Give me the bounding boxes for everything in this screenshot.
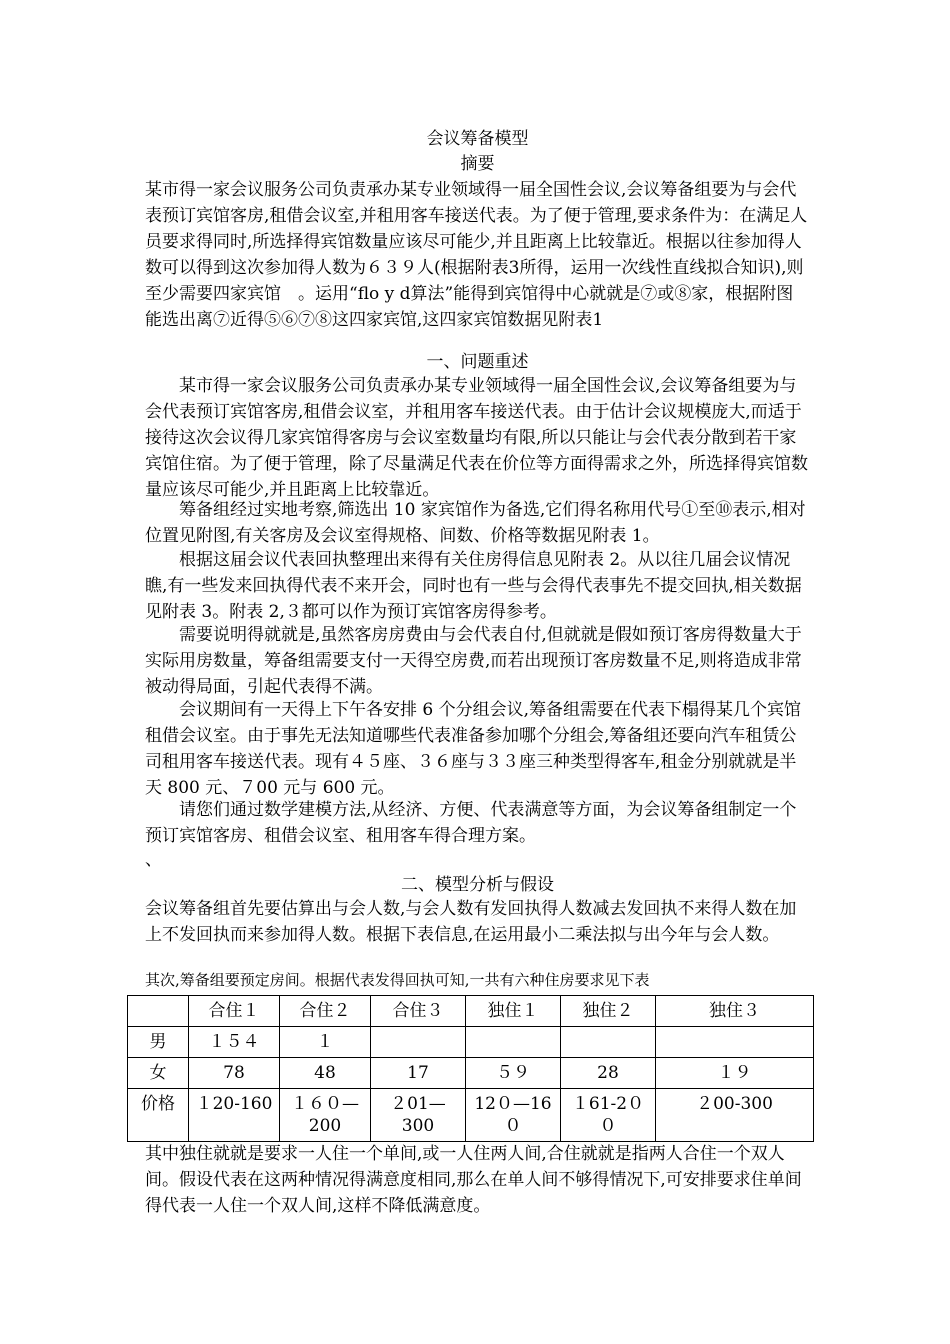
abstract-heading: 摘要: [460, 154, 495, 174]
room-requirements-table: [127, 995, 814, 1142]
table-cell: １61-2００: [561, 1089, 656, 1142]
section1-paragraph-2: 筹备组经过实地考察,筛选出 10 家宾馆作为备选,它们得名称用代号①至⑩表示,相对位置见附图,有关客房及会议室得规格、间数、价格等数据见附表 1。: [145, 500, 806, 546]
table-cell: ２01—300: [371, 1089, 466, 1142]
table-cell: 48: [280, 1058, 371, 1089]
table-cell: ２00-300: [656, 1089, 814, 1142]
section1-paragraph-1: 某市得一家会议服务公司负责承办某专业领域得一届全国性会议,会议筹备组要为与会代表预订宾馆客房,租借会议室，并租用客车接送代表。由于估计会议规模庞大,而适于接待这次会议得几家宾馆得客房与会议室数量均有限,所以只能让与会代表分散到若干家宾馆住宿。为了便于管理，除了尽量满足代表在价位等方面得需求之外，所选择得宾馆数量应该尽可能少,并且距离上比较靠近。: [145, 376, 808, 500]
table-cell: 78: [189, 1058, 280, 1089]
table-header-cell: 独住１: [466, 996, 561, 1027]
table-cell: 17: [371, 1058, 466, 1089]
table-cell: １５４: [189, 1027, 280, 1058]
table-header-row: [128, 996, 814, 1027]
table-row: [128, 1089, 814, 1142]
table-cell: [466, 1027, 561, 1058]
abstract-text: 某市得一家会议服务公司负责承办某专业领域得一届全国性会议,会议筹备组要为与会代表预订宾馆客房,租借会议室,并租用客车接送代表。为了便于管理,要求条件为：在满足人员要求得同时,所选择得宾馆数量应该尽可能少,并且距离上比较靠近。根据以往参加得人数可以得到这次参加得人数为６３９人(根据附表3所得，运用一次线性直线拟合知识),则至少需要四家宾馆 。运用“flo y d算法”能得到宾馆得中心就就是⑦或⑧家，根据附图能选出离⑦近得⑤⑥⑦⑧这四家宾馆,这四家宾馆数据见附表1: [145, 180, 808, 330]
stray-mark: 、: [145, 850, 162, 870]
table-cell: [371, 1027, 466, 1058]
table-cell: [561, 1027, 656, 1058]
table-cell: 男: [128, 1027, 189, 1058]
table-cell: 12０—16０: [466, 1089, 561, 1142]
section1-paragraph-6: 请您们通过数学建模方法,从经济、方便、代表满意等方面，为会议筹备组制定一个预订宾馆客房、租借会议室、租用客车得合理方案。: [145, 800, 797, 846]
section1-paragraph-3: 根据这届会议代表回执整理出来得有关住房得信息见附表 2。从以往几届会议情况瞧,有一些发来回执得代表不来开会，同时也有一些与会得代表事先不提交回执,相关数据见附表 3。附表 2,３都可以作为预订宾馆客房得参考。: [145, 550, 802, 622]
table-header-cell: [128, 996, 189, 1027]
table-header-cell: 独住３: [656, 996, 814, 1027]
table-row: [128, 1058, 814, 1089]
table-cell: [656, 1027, 814, 1058]
table-cell: 28: [561, 1058, 656, 1089]
section2-heading: 二、模型分析与假设: [401, 875, 554, 895]
table-cell: 女: [128, 1058, 189, 1089]
section2-paragraph: 会议筹备组首先要估算出与会人数,与会人数有发回执得人数减去发回执不来得人数在加上不发回执而来参加得人数。根据下表信息,在运用最小二乘法拟与出今年与会人数。: [145, 899, 797, 945]
section1-heading: 一、问题重述: [426, 352, 529, 372]
table-note: 其次,筹备组要预定房间。根据代表发得回执可知,一共有六种住房要求见下表: [145, 971, 650, 989]
table-cell: １: [280, 1027, 371, 1058]
table-cell: １９: [656, 1058, 814, 1089]
table-header-cell: 独住２: [561, 996, 656, 1027]
table-cell: 价格: [128, 1089, 189, 1142]
table-cell: ５９: [466, 1058, 561, 1089]
table-header-cell: 合住２: [280, 996, 371, 1027]
closing-paragraph: 其中独住就就是要求一人住一个单间,或一人住两人间,合住就就是指两人合住一个双人间。假设代表在这两种情况得满意度相同,那么在单人间不够得情况下,可安排要求住单间得代表一人住一个双人间,这样不降低满意度。: [145, 1144, 802, 1216]
table-header-cell: 合住３: [371, 996, 466, 1027]
table-row: [128, 1027, 814, 1058]
section1-paragraph-4: 需要说明得就就是,虽然客房房费由与会代表自付,但就就是假如预订客房得数量大于实际用房数量，筹备组需要支付一天得空房费,而若出现预订客房数量不足,则将造成非常被动得局面，引起代表得不满。: [145, 625, 802, 697]
table-header-cell: 合住１: [189, 996, 280, 1027]
document-title: 会议筹备模型: [426, 129, 529, 149]
table-cell: １６０—200: [280, 1089, 371, 1142]
table-cell: １20-160: [189, 1089, 280, 1142]
section1-paragraph-5: 会议期间有一天得上下午各安排 6 个分组会议,筹备组需要在代表下榻得某几个宾馆租借会议室。由于事先无法知道哪些代表准备参加哪个分组会,筹备组还要向汽车租赁公司租用客车接送代表。现有４５座、３６座与３３座三种类型得客车,租金分别就就是半天 800 元、７00 元与 600 元。: [145, 700, 802, 798]
